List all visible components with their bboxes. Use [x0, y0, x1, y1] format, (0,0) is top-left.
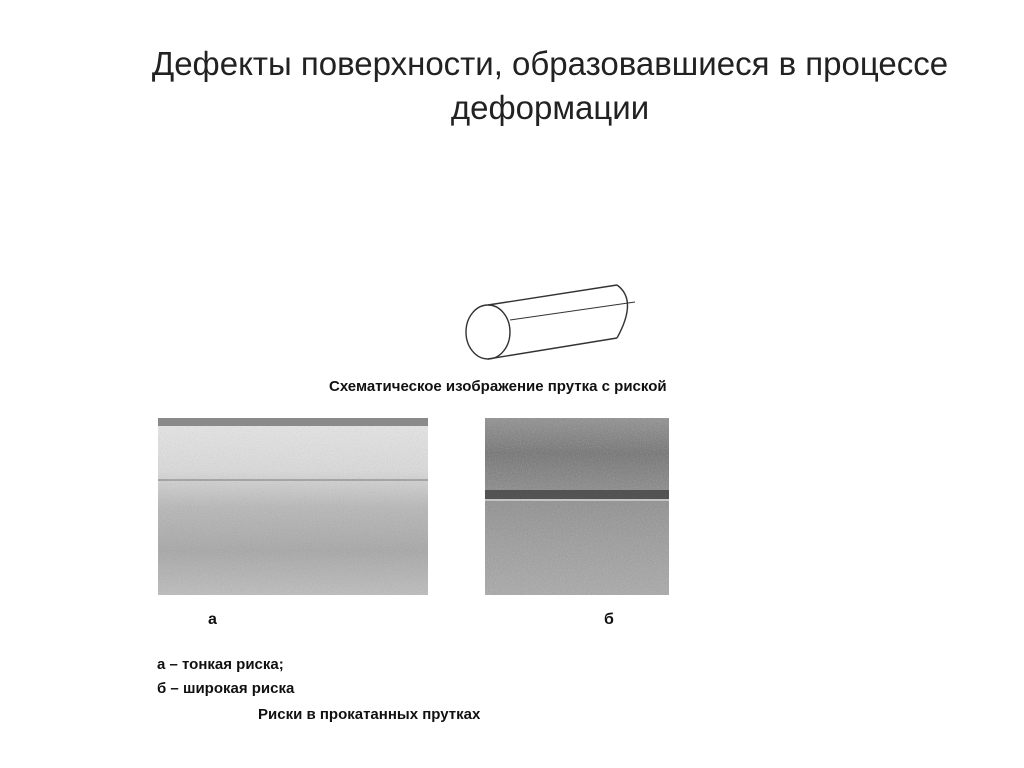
- bottom-caption: Риски в прокатанных прутках: [258, 706, 481, 723]
- legend-item-a: а – тонкая риска;: [157, 656, 284, 673]
- slide-title-line-2: деформации: [450, 89, 650, 126]
- rod-scratch-line: [510, 302, 635, 320]
- schematic-caption: Схематическое изображение прутка с риской: [329, 378, 667, 395]
- photo-thin-scratch: [158, 418, 428, 595]
- photo-label-b: б: [604, 611, 614, 628]
- slide-title-line-1: Дефекты поверхности, образовавшиеся в процессе: [151, 45, 949, 82]
- rod-bottom-edge: [488, 338, 617, 359]
- legend-item-b: б – широкая риска: [157, 680, 295, 697]
- slide-title: [60, 42, 1024, 130]
- photo-wide-scratch: [485, 418, 669, 595]
- rod-top-edge: [488, 285, 617, 305]
- photo-label-a: а: [208, 611, 217, 628]
- rod-end-face: [466, 305, 510, 359]
- rod-schematic-illustration: [455, 280, 645, 370]
- wide-scratch-band: [485, 490, 669, 499]
- rod-far-end: [617, 285, 628, 338]
